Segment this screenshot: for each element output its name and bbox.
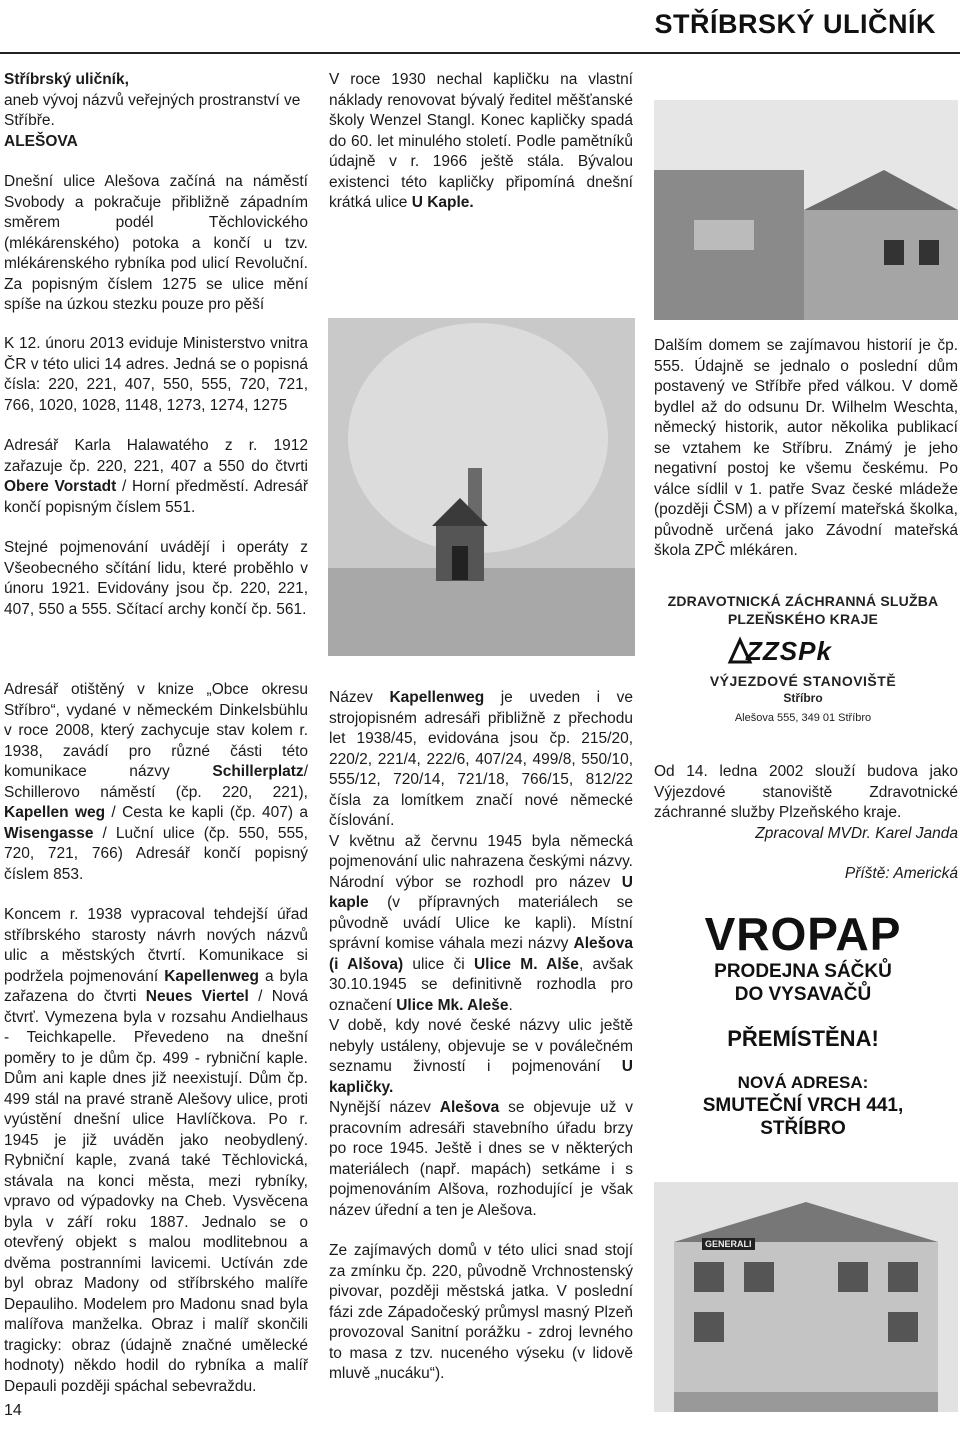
text-bold: Kapellenweg xyxy=(164,967,259,985)
column-left-bottom xyxy=(4,680,308,1450)
text-bold: Alešova (i Alšova) xyxy=(329,935,633,973)
paragraph xyxy=(4,905,308,1450)
text: / Horní předměstí. Adresář končí popisným číslem 551. xyxy=(4,478,309,516)
text-bold: U kaple xyxy=(329,873,633,911)
paragraph xyxy=(329,1098,633,1221)
photo-ambulance-station xyxy=(654,1182,958,1412)
ad-vropap-addr2: SMUTEČNÍ VRCH 441, xyxy=(702,1095,904,1116)
text: Název xyxy=(329,689,390,706)
column-right xyxy=(654,336,958,562)
photo-old-house xyxy=(654,100,958,320)
ambulance-station-image xyxy=(654,1182,958,1412)
ad-zzs-line2: PLZEŇSKÉHO KRAJE xyxy=(727,611,879,627)
paragraph: Od 14. ledna 2002 slouží budova jako Výjezdové stanoviště Zdravotnické záchranné služby Plzeňského kraje. xyxy=(654,763,958,821)
paragraph: Dalším domem se zajímavou historií je čp. 555. Údajně se jednalo o poslední dům postavený ve Stříbře před válkou. V domě bydlel až do odsunu Dr. Wilhelm Weschta, německý historik, autor několika publikací se vztahem ke Stříbru. Známý je jeho negativní postoj ke všemu českému. Po válce sídlil v 1. patře Svaz české mládeže (později ČSM) a v přízemí mateřská školka, původně určená jako Závodní mateřská škola ZPČ mlékáren. xyxy=(654,337,958,559)
text-bold: Alešova xyxy=(439,1099,500,1116)
text: Koncem r. 1938 vypracoval tehdejší úřad stříbrského starosty návrh nových názvů ulic a městských čtvrtí. Komunikace si podržela pojmenování xyxy=(4,906,308,985)
text: a byla zařazena do čtvrti xyxy=(4,967,308,1005)
paragraph xyxy=(329,688,633,832)
ad-vropap xyxy=(654,908,952,1168)
text: / Luční ulice (čp. 550, 555, 720, 721, 766) Adresář končí popisný číslem 853. xyxy=(4,824,308,883)
series-title: Stříbrský uličník, xyxy=(4,71,129,88)
text: / Cesta ke kapli (čp. 407) a xyxy=(105,804,308,821)
column-left xyxy=(4,70,308,316)
text-bold: Ulice Mk. Aleše xyxy=(396,996,509,1014)
ad-zzs-line5: Alešova 555, 349 01 Stříbro xyxy=(734,712,872,724)
text: V roce 1930 nechal kapličku na vlastní náklady renovovat bývalý ředitel měšťanské školy Wenzel Stangl. Konec kapličky spadá do 60. let minulého století. Podle pamětníků údajně v r. 1966 ještě stála. Bývalou existenci této kapličky připomíná dnešní krátká ulice xyxy=(329,71,633,211)
text: , avšak 30.10.1945 se definitivně rozhodla pro označení xyxy=(329,955,633,1014)
text: Adresář Karla Halawatého z r. 1912 zařazuje čp. 220, 221, 407 a 550 do čtvrti xyxy=(4,437,308,475)
header-bar xyxy=(0,0,960,54)
text-bold: Schillerplatz xyxy=(212,763,304,780)
column-left-cont xyxy=(4,334,308,620)
text-bold: U kapličky. xyxy=(329,1058,633,1096)
ad-zzs-line1: ZDRAVOTNICKÁ ZÁCHRANNÁ SLUŽBA xyxy=(667,593,939,609)
street-heading: ALEŠOVA xyxy=(4,132,78,150)
text: Adresář otištěný v knize „Obce okresu Stříbro“, vydané v německém Dinkelsbühlu v roce 2008, který zachycuje stav kolem r. 1938, zavádí pro různé části této komunikace názvy xyxy=(4,681,308,780)
text: Nynější název xyxy=(329,1099,440,1116)
paragraph xyxy=(329,70,633,214)
text-bold: U Kaple. xyxy=(411,194,474,211)
paragraph xyxy=(329,1016,633,1098)
old-house-image xyxy=(654,100,958,320)
text-bold: Kapellen weg xyxy=(4,804,106,821)
paragraph: K 12. únoru 2013 eviduje Ministerstvo vnitra ČR v této ulici 14 adres. Jedná se o popisná čísla: 220, 221, 407, 550, 555, 720, 721, 766, 1020, 1028, 1148, 1273, 1274, 1275 xyxy=(4,335,308,414)
zzs-logo xyxy=(728,636,878,666)
text-bold: Wisengasse xyxy=(4,824,94,842)
text: (v přípravných materiálech se původně uvádí Ulice ke kapli). Místní správní komise váhala mezi názvy xyxy=(329,894,633,952)
paragraph: Ze zajímavých domů v této ulici snad stojí za zmínku čp. 220, původně Vrchnostenský pivovar, později městská jatka. V poslední fázi zde Západočeský průmysl masný Plzeň provozoval Sanitní porážku - zdroj levného to masa z tzv. nuceného výseku (v lidově mluvě „nucáku“). xyxy=(329,1242,633,1382)
ad-zzs xyxy=(654,592,952,750)
paragraph: Dnešní ulice Alešova začíná na náměstí Svobody a pokračuje přibližně západním směrem podél Těchlovického (mlékárenského) potoka a končí u tzv. mlékárenského rybníka pod ulicí Revoluční. Za popisným číslem 1275 se ulice mění spíše na úzkou stezku pouze pro pěší xyxy=(4,173,308,313)
text: V květnu až červnu 1945 byla německá pojmenování ulic nahrazena českými názvy. Národní výbor se rozhodl pro název xyxy=(329,832,633,891)
ad-zzs-line3: VÝJEZDOVÉ STANOVIŠTĚ xyxy=(709,673,897,689)
page-number: 14 xyxy=(4,1402,22,1419)
page-title: STŘÍBRSKÝ ULIČNÍK xyxy=(654,9,936,39)
text: ulice či xyxy=(403,955,474,973)
text: . xyxy=(508,996,513,1014)
ad-vropap-moved: PŘEMÍSTĚNA! xyxy=(727,1026,879,1051)
text-bold: Kapellenweg xyxy=(389,689,485,706)
next-issue: Příště: Americká xyxy=(844,865,958,882)
ad-vropap-addr1: NOVÁ ADRESA: xyxy=(737,1073,869,1092)
text: je uveden i ve strojopisném adresáři přibližně z přechodu let 1938/45, evidována jsou čp. 215/20, 220/2, 221/4, 222/6, 407/24, 499/8, 550/10, 555/12, 720/14, 721/18, 766/15, 812/22 čísla za lomítkem značí nové německé číslování. xyxy=(329,689,633,829)
column-middle xyxy=(329,70,633,214)
text: / Schillerovo náměstí (čp. 220, 221), xyxy=(4,763,308,801)
ad-vropap-title: VROPAP xyxy=(704,908,902,960)
column-right-bottom xyxy=(654,762,958,885)
shop-sign: GENERALI xyxy=(702,1238,755,1250)
photo-chapel-winter xyxy=(328,318,635,656)
series-subtitle: aneb vývoj názvů veřejných prostranství ve Stříbře. xyxy=(4,91,301,129)
zzs-logo-text: ZZSPk xyxy=(746,636,832,666)
text: V době, kdy nové české názvy ulic ještě nebyly ustáleny, objevuje se v poválečném seznamu živností i pojmenování xyxy=(329,1017,633,1075)
ad-vropap-addr3: STŘÍBRO xyxy=(760,1118,846,1139)
paragraph xyxy=(4,680,308,885)
column-middle-bottom xyxy=(329,688,633,1382)
paragraph xyxy=(4,436,308,518)
author-credit: Zpracoval MVDr. Karel Janda xyxy=(755,824,958,842)
text: se objevuje už v pracovním adresáři stavebního úřadu brzy po roce 1945. Ještě i dnes se v některých materiálech (např. mapách) setkáme i s pojmenováním Alšova, rozhodující je však název úřední a ten je Alešova. xyxy=(329,1099,633,1219)
ad-vropap-sub2: DO VYSAVAČŮ xyxy=(734,984,872,1005)
ad-vropap-sub1: PRODEJNA SÁČKŮ xyxy=(714,961,892,982)
text-bold: Neues Viertel xyxy=(145,988,249,1005)
chapel-winter-image xyxy=(328,318,635,656)
text-bold: Ulice M. Alše xyxy=(473,955,579,973)
ad-zzs-line4: Stříbro xyxy=(783,691,823,705)
paragraph xyxy=(329,832,633,1017)
text-bold: Obere Vorstadt xyxy=(4,478,117,495)
paragraph: Stejné pojmenování uvádějí i operáty z Všeobecného sčítání lidu, které proběhlo v únoru 1921. Evidovány jsou čp. 220, 221, 407, 550 a 555. Sčítací archy končí čp. 561. xyxy=(4,539,308,618)
text: / Nová čtvrť. Vymezena byla v rozsahu Andielhaus - Teichkapelle. Převedeno na dnešní poměry to je dům čp. 499 - rybniční kaple. Dům ani kaple dnes již neexistují. Dům čp. 499 stál na pravé straně Alešovy ulice, proti vyústění dnešní ulice Havlíčkova. Po r. 1945 je již uváděn jako neobydlený. Rybniční kaple, zvaná také Těchlovická, stávala na konci města, mezi rybníky, vpravo od výpadovky na Cheb. Vysvěcena byla v září roku 1887. Jednalo se o otevřený objekt s malou modlitebnou a dvěma postranními lavicemi. Uctíván zde byl obraz Madony od stříbrského malíře Depauliho. Modelem pro Madonu snad byla malířova manželka. Obraz i malíř skončili tragicky: obraz (údajně značné umělecké hodnoty) někdo hodil do rybníka a malíř Depauli později spáchal sebevraždu. xyxy=(4,988,308,1395)
